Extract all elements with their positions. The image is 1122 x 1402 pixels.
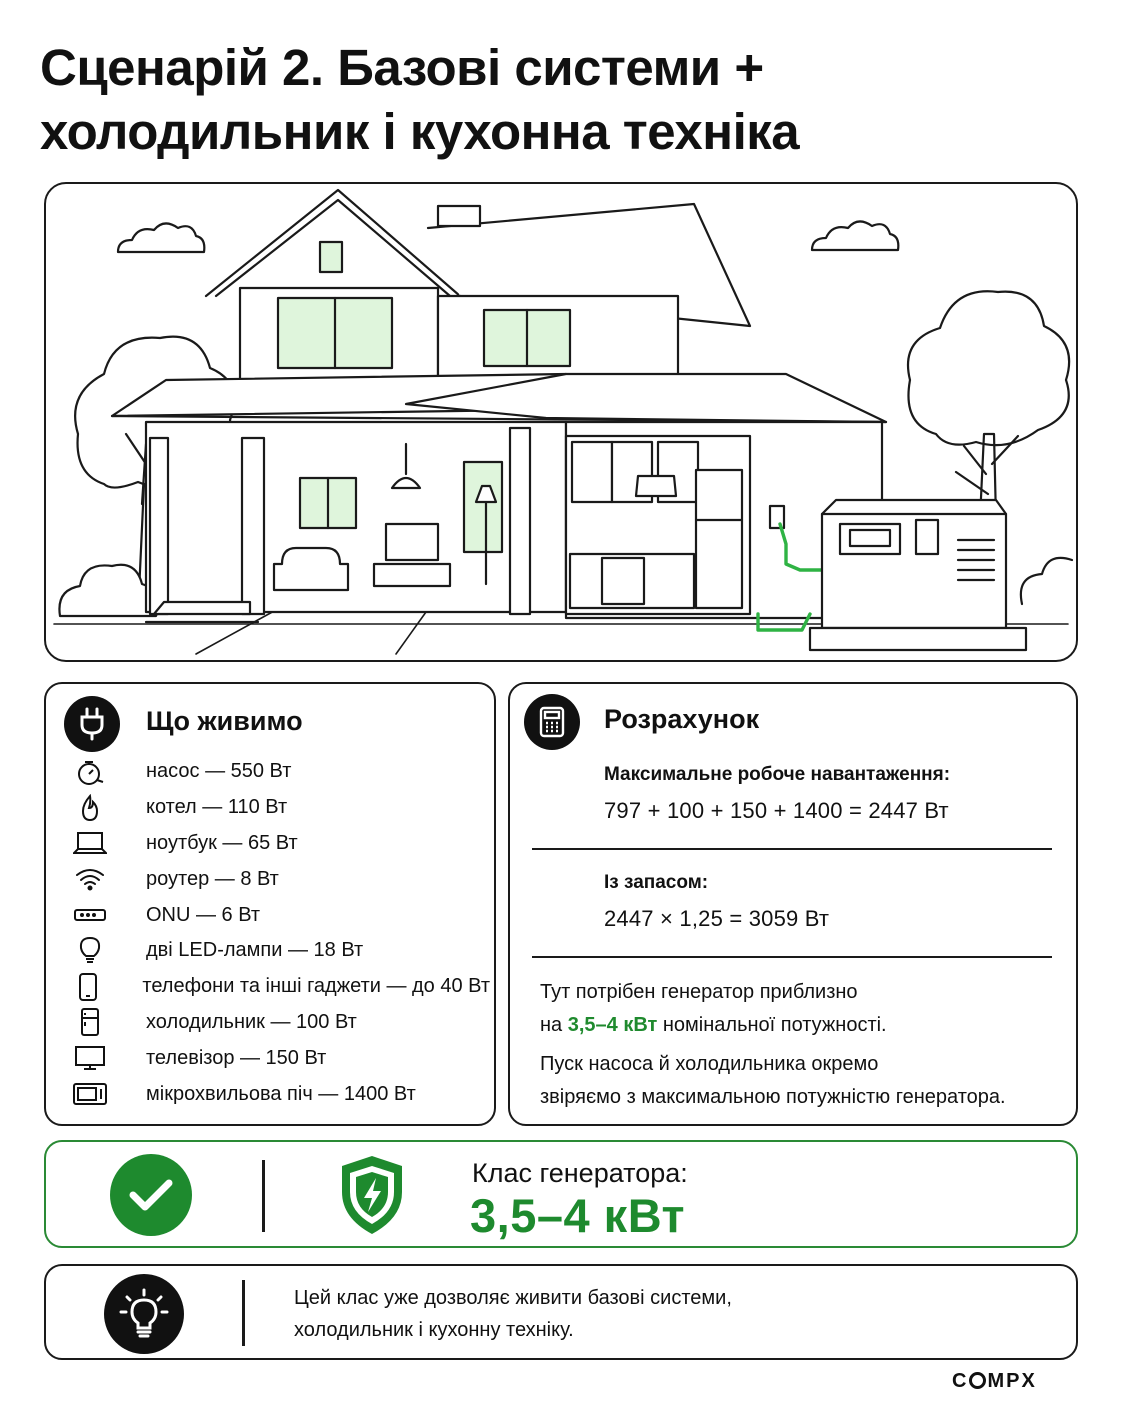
fridge (696, 470, 742, 608)
check-icon (110, 1154, 192, 1236)
tip-text (294, 1282, 732, 1346)
device-list (70, 754, 490, 1112)
item-label: холодильник — 100 Вт (146, 1010, 357, 1033)
cloud-right (812, 221, 898, 250)
note-line: Пуск насоса й холодильника окремо (540, 1053, 879, 1075)
microwave-icon (70, 1079, 110, 1109)
compx-logo (952, 1370, 1037, 1393)
list-item (70, 897, 490, 933)
left-bush (59, 565, 159, 616)
reserve-label: Із запасом: (604, 872, 709, 893)
wifi-icon (70, 864, 110, 894)
note-text: на (540, 1014, 568, 1036)
calculation-card (508, 682, 1078, 1126)
list-item (70, 1040, 490, 1076)
divider (242, 1280, 245, 1346)
list-item (70, 826, 490, 862)
house-illustration (44, 182, 1078, 662)
attic-window (320, 242, 342, 272)
sofa (274, 548, 348, 590)
max-load-label: Максимальне робоче навантаження: (604, 764, 951, 785)
item-label: телевізор — 150 Вт (146, 1046, 327, 1069)
tip-line: Цей клас уже дозволяє живити базові системи, (294, 1287, 732, 1309)
note-line: звіряємо з максимальною потужністю генератора. (540, 1086, 1006, 1108)
item-label: мікрохвильова піч — 1400 Вт (146, 1082, 416, 1105)
bulb-icon (70, 936, 110, 966)
divider (262, 1160, 265, 1232)
list-item (70, 1076, 490, 1112)
tip-card (44, 1264, 1078, 1360)
lightbulb-icon (104, 1274, 184, 1354)
plug-icon (64, 696, 120, 752)
generator-note (540, 976, 1060, 1042)
generator-class-label: Клас генератора: (472, 1158, 688, 1188)
note-line (540, 1009, 1060, 1042)
calculator-icon (524, 694, 580, 750)
pump-icon (70, 757, 110, 787)
tv (386, 524, 438, 560)
item-label: котел — 110 Вт (146, 796, 288, 819)
item-label: роутер — 8 Вт (146, 867, 279, 890)
item-label: дві LED-лампи — 18 Вт (146, 939, 364, 962)
fridge-icon (70, 1007, 110, 1037)
phone-icon (70, 972, 106, 1002)
startup-note (540, 1048, 1060, 1114)
generator-class-value: 3,5–4 кВт (470, 1189, 686, 1242)
shield-lightning-icon (338, 1154, 406, 1241)
tv-icon (70, 1043, 110, 1073)
right-bush (1021, 558, 1072, 604)
item-label: ONU — 6 Вт (146, 903, 261, 926)
powered-devices-card (44, 682, 496, 1126)
logo-text: MPX (987, 1370, 1037, 1392)
flame-icon (70, 793, 110, 823)
page-title (40, 36, 1080, 164)
divider (532, 956, 1052, 958)
list-item (70, 933, 490, 969)
calc-heading: Розрахунок (604, 704, 760, 734)
list-item (70, 790, 490, 826)
logo-text: C (952, 1370, 969, 1392)
item-label: ноутбук — 65 Вт (146, 831, 298, 854)
generator-illustration (810, 500, 1026, 650)
powered-heading: Що живимо (146, 706, 303, 736)
door-window (464, 462, 502, 552)
title-line-2: холодильник і кухонна техніка (40, 103, 800, 160)
reserve-formula: 2447 × 1,25 = 3059 Вт (604, 906, 830, 931)
onu-icon (70, 900, 110, 930)
item-label: насос — 550 Вт (146, 760, 292, 783)
list-item (70, 861, 490, 897)
list-item (70, 1005, 490, 1041)
note-text: номінальної потужності. (657, 1014, 887, 1036)
logo-o-icon (969, 1372, 986, 1389)
list-item (70, 754, 490, 790)
title-line-1: Сценарій 2. Базові системи + (40, 39, 764, 96)
cloud-left (118, 223, 204, 252)
list-item (70, 969, 490, 1005)
max-load-formula: 797 + 100 + 150 + 1400 = 2447 Вт (604, 798, 949, 823)
laptop-icon (70, 828, 110, 858)
generator-class-banner (44, 1140, 1078, 1248)
note-line: Тут потрібен генератор приблизно (540, 981, 858, 1003)
tip-line: холодильник і кухонну техніку. (294, 1319, 574, 1341)
item-label: телефони та інші гаджети — до 40 Вт (142, 975, 490, 998)
divider (532, 848, 1052, 850)
power-highlight: 3,5–4 кВт (567, 1014, 658, 1036)
upper-house (206, 190, 750, 384)
